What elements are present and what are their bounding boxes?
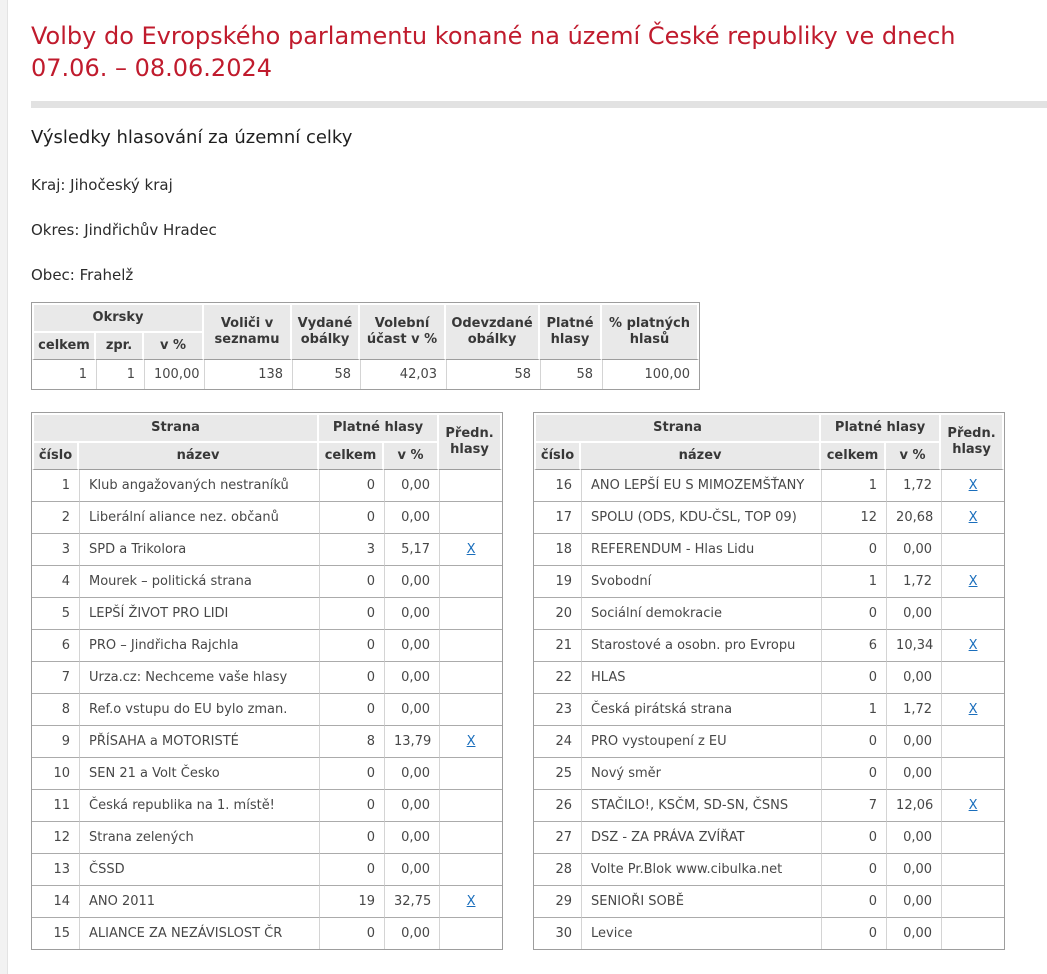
okrsky-zpr-value: 1 <box>96 360 144 389</box>
pref-votes-cell <box>439 534 502 566</box>
party-number: 4 <box>32 566 79 598</box>
party-row <box>32 534 502 566</box>
party-votes-total: 12 <box>821 502 886 534</box>
okrsky-v-pct-value: 100,00 <box>144 360 204 389</box>
section-subtitle: Výsledky hlasování za územní celky <box>31 127 353 148</box>
party-votes-pct: 0,00 <box>886 854 941 886</box>
party-votes-pct: 1,72 <box>886 694 941 726</box>
party-votes-total: 19 <box>319 886 384 918</box>
party-name: SPOLU (ODS, KDU-ČSL, TOP 09) <box>581 502 821 534</box>
pref-votes-link[interactable]: X <box>968 702 978 717</box>
page-title-line2: 07.06. – 08.06.2024 <box>31 54 273 82</box>
party-votes-total: 0 <box>821 822 886 854</box>
party-votes-pct: 0,00 <box>384 758 439 790</box>
pref-votes-cell <box>439 790 502 822</box>
pref-votes-link[interactable]: X <box>466 894 476 909</box>
party-votes-total: 0 <box>319 630 384 662</box>
pref-votes-cell <box>941 918 1004 949</box>
party-row <box>32 502 502 534</box>
page-title <box>31 0 1011 84</box>
header-celkem: celkem <box>319 443 384 470</box>
party-name: ALIANCE ZA NEZÁVISLOST ČR <box>79 918 319 949</box>
party-row <box>534 918 1004 949</box>
horizontal-divider <box>31 101 1047 108</box>
party-name: Svobodní <box>581 566 821 598</box>
pref-votes-cell <box>439 918 502 949</box>
party-votes-pct: 0,00 <box>384 470 439 502</box>
header-odevzdane-obalky: Odevzdané obálky <box>446 303 540 360</box>
party-name: Starostové a osobn. pro Evropu <box>581 630 821 662</box>
party-votes-total: 0 <box>319 822 384 854</box>
party-name: Volte Pr.Blok www.cibulka.net <box>581 854 821 886</box>
header-okrsky-zpr: zpr. <box>96 333 144 360</box>
vydane-obalky-value: 58 <box>292 360 360 389</box>
party-votes-pct: 0,00 <box>384 630 439 662</box>
odevzdane-obalky-value: 58 <box>446 360 540 389</box>
party-votes-total: 0 <box>821 662 886 694</box>
pref-votes-cell <box>439 758 502 790</box>
pref-votes-cell <box>439 630 502 662</box>
party-name: Strana zelených <box>79 822 319 854</box>
pref-votes-link[interactable]: X <box>466 734 476 749</box>
volici-v-seznamu-value: 138 <box>204 360 292 389</box>
pref-votes-cell <box>941 694 1004 726</box>
summary-data-row <box>32 360 699 389</box>
party-name: ČSSD <box>79 854 319 886</box>
party-row <box>534 566 1004 598</box>
header-strana: Strana <box>32 413 319 443</box>
party-name: Klub angažovaných nestraníků <box>79 470 319 502</box>
party-votes-pct: 0,00 <box>886 758 941 790</box>
pref-votes-link[interactable]: X <box>968 798 978 813</box>
party-votes-pct: 0,00 <box>384 918 439 949</box>
party-votes-pct: 10,34 <box>886 630 941 662</box>
party-votes-pct: 1,72 <box>886 566 941 598</box>
party-number: 24 <box>534 726 581 758</box>
party-row <box>534 822 1004 854</box>
pref-votes-cell <box>941 566 1004 598</box>
party-votes-pct: 0,00 <box>886 662 941 694</box>
party-votes-pct: 1,72 <box>886 470 941 502</box>
party-number: 15 <box>53 926 70 941</box>
party-row <box>32 886 502 918</box>
party-row <box>534 502 1004 534</box>
header-v-pct: v % <box>886 443 941 470</box>
party-votes-pct: 12,06 <box>886 790 941 822</box>
region-okres: Okres: Jindřichův Hradec <box>31 221 217 239</box>
pref-votes-cell <box>941 790 1004 822</box>
party-number: 16 <box>534 470 581 502</box>
party-number: 11 <box>32 790 79 822</box>
pref-votes-link[interactable]: X <box>968 574 978 589</box>
pct-platnych-hlasu-value: 100,00 <box>602 360 699 389</box>
party-name: LEPŠÍ ŽIVOT PRO LIDI <box>79 598 319 630</box>
pref-votes-cell <box>439 694 502 726</box>
party-votes-total: 8 <box>319 726 384 758</box>
party-number: 27 <box>534 822 581 854</box>
header-pct-platnych-hlasu: % platných hlasů <box>602 303 699 360</box>
party-number: 9 <box>32 726 79 758</box>
party-row <box>32 630 502 662</box>
party-row <box>32 726 502 758</box>
party-votes-pct: 20,68 <box>886 502 941 534</box>
party-name: SENIOŘI SOBĚ <box>581 886 821 918</box>
pref-votes-link[interactable]: X <box>466 542 476 557</box>
party-number: 21 <box>534 630 581 662</box>
party-number: 5 <box>32 598 79 630</box>
party-name: SPD a Trikolora <box>79 534 319 566</box>
party-number: 23 <box>534 694 581 726</box>
party-votes-pct: 0,00 <box>384 598 439 630</box>
party-votes-total: 0 <box>821 758 886 790</box>
party-votes-total: 0 <box>319 470 384 502</box>
pref-votes-link[interactable]: X <box>968 638 978 653</box>
party-name: Levice <box>581 918 821 949</box>
okrsky-celkem-value: 1 <box>78 367 87 382</box>
party-votes-total: 0 <box>319 566 384 598</box>
pref-votes-cell <box>941 470 1004 502</box>
page-title-line1: Volby do Evropského parlamentu konané na území České republiky ve dnech <box>31 22 956 50</box>
party-number: 20 <box>534 598 581 630</box>
party-name: Liberální aliance nez. občanů <box>79 502 319 534</box>
pref-votes-cell <box>941 534 1004 566</box>
party-votes-total: 0 <box>319 854 384 886</box>
party-number: 14 <box>32 886 79 918</box>
party-row <box>534 790 1004 822</box>
party-votes-pct: 0,00 <box>384 566 439 598</box>
party-votes-total: 0 <box>821 886 886 918</box>
pref-votes-cell <box>941 758 1004 790</box>
party-name: Česká pirátská strana <box>581 694 821 726</box>
party-votes-total: 0 <box>821 726 886 758</box>
party-votes-pct: 0,00 <box>384 822 439 854</box>
party-number: 18 <box>534 534 581 566</box>
party-row <box>534 630 1004 662</box>
party-number: 6 <box>32 630 79 662</box>
party-votes-total: 0 <box>821 854 886 886</box>
party-name: PRO – Jindřicha Rajchla <box>79 630 319 662</box>
party-row <box>32 822 502 854</box>
party-votes-total: 0 <box>319 662 384 694</box>
pref-votes-cell <box>941 630 1004 662</box>
header-volebni-ucast: Volební účast v % <box>360 303 446 360</box>
party-votes-total: 1 <box>821 694 886 726</box>
party-row <box>534 662 1004 694</box>
party-row <box>534 598 1004 630</box>
party-votes-total: 0 <box>319 790 384 822</box>
party-number: 30 <box>555 926 573 941</box>
party-number: 7 <box>32 662 79 694</box>
header-okrsky-v-pct: v % <box>144 333 204 360</box>
header-platne-hlasy: Platné hlasy <box>821 413 941 443</box>
party-name: SEN 21 a Volt Česko <box>79 758 319 790</box>
party-votes-pct: 0,00 <box>886 822 941 854</box>
party-row <box>32 598 502 630</box>
pref-votes-cell <box>941 854 1004 886</box>
header-platne-hlasy: Platné hlasy <box>540 303 602 360</box>
party-row <box>32 662 502 694</box>
page-left-margin-strip <box>0 0 8 974</box>
pref-votes-cell <box>941 822 1004 854</box>
party-votes-pct: 5,17 <box>384 534 439 566</box>
party-number: 17 <box>534 502 581 534</box>
party-row <box>32 694 502 726</box>
party-number: 28 <box>534 854 581 886</box>
header-okrsky: Okrsky <box>32 303 204 333</box>
party-row <box>534 758 1004 790</box>
party-name: Sociální demokracie <box>581 598 821 630</box>
party-votes-total: 1 <box>821 566 886 598</box>
turnout-summary-table <box>31 302 700 390</box>
party-name: STAČILO!, KSČM, SD-SN, ČSNS <box>581 790 821 822</box>
party-number: 8 <box>32 694 79 726</box>
party-number: 12 <box>32 822 79 854</box>
header-okrsky-celkem: celkem <box>32 333 96 360</box>
pref-votes-cell <box>439 662 502 694</box>
pref-votes-cell <box>439 502 502 534</box>
party-table-right <box>533 412 1005 950</box>
party-name: REFERENDUM - Hlas Lidu <box>581 534 821 566</box>
party-name: Česká republika na 1. místě! <box>79 790 319 822</box>
party-number: 3 <box>32 534 79 566</box>
pref-votes-cell <box>439 822 502 854</box>
header-nazev: název <box>581 443 821 470</box>
party-name: Nový směr <box>581 758 821 790</box>
party-votes-pct: 0,00 <box>384 502 439 534</box>
party-name: ANO LEPŠÍ EU S MIMOZEMŠŤANY <box>581 470 821 502</box>
party-number: 22 <box>534 662 581 694</box>
party-number: 25 <box>534 758 581 790</box>
pref-votes-cell <box>941 502 1004 534</box>
party-votes-pct: 0,00 <box>886 598 941 630</box>
party-votes-pct: 0,00 <box>886 534 941 566</box>
party-votes-pct: 0,00 <box>384 854 439 886</box>
pref-votes-cell <box>941 886 1004 918</box>
party-votes-total: 0 <box>821 534 886 566</box>
party-number: 2 <box>32 502 79 534</box>
party-row <box>32 758 502 790</box>
header-predn-hlasy: Předn. hlasy <box>439 413 502 470</box>
platne-hlasy-value: 58 <box>540 360 602 389</box>
party-results-tables <box>31 412 1047 950</box>
header-cislo: číslo <box>32 443 79 470</box>
header-vydane-obalky: Vydané obálky <box>292 303 360 360</box>
pref-votes-cell <box>439 566 502 598</box>
party-row <box>534 854 1004 886</box>
region-kraj: Kraj: Jihočeský kraj <box>31 176 173 194</box>
party-votes-total: 1 <box>821 470 886 502</box>
party-votes-total: 0 <box>319 502 384 534</box>
party-name: ANO 2011 <box>79 886 319 918</box>
header-cislo: číslo <box>534 443 581 470</box>
party-name: Mourek – politická strana <box>79 566 319 598</box>
pref-votes-cell <box>439 726 502 758</box>
header-platne-hlasy: Platné hlasy <box>319 413 439 443</box>
party-name: PŘÍSAHA a MOTORISTÉ <box>79 726 319 758</box>
pref-votes-cell <box>439 598 502 630</box>
volebni-ucast-value: 42,03 <box>360 360 446 389</box>
party-votes-total: 0 <box>319 918 384 949</box>
party-number: 10 <box>32 758 79 790</box>
pref-votes-link[interactable]: X <box>968 478 978 493</box>
party-votes-pct: 13,79 <box>384 726 439 758</box>
party-row <box>534 534 1004 566</box>
party-row <box>534 886 1004 918</box>
party-number: 13 <box>32 854 79 886</box>
party-votes-total: 0 <box>319 598 384 630</box>
header-nazev: název <box>79 443 319 470</box>
party-votes-total: 6 <box>821 630 886 662</box>
header-predn-hlasy: Předn. hlasy <box>941 413 1004 470</box>
party-votes-total: 0 <box>319 758 384 790</box>
party-row <box>32 918 502 949</box>
party-votes-total: 0 <box>821 918 886 949</box>
party-votes-total: 0 <box>319 694 384 726</box>
header-v-pct: v % <box>384 443 439 470</box>
pref-votes-cell <box>439 470 502 502</box>
pref-votes-cell <box>941 662 1004 694</box>
party-votes-pct: 0,00 <box>384 694 439 726</box>
party-name: Ref.o vstupu do EU bylo zman. <box>79 694 319 726</box>
pref-votes-link[interactable]: X <box>968 510 978 525</box>
party-number: 26 <box>534 790 581 822</box>
page-content <box>31 0 1047 950</box>
party-name: DSZ - ZA PRÁVA ZVÍŘAT <box>581 822 821 854</box>
party-name: HLAS <box>581 662 821 694</box>
region-obec: Obec: Frahelž <box>31 266 134 284</box>
header-strana: Strana <box>534 413 821 443</box>
party-votes-pct: 0,00 <box>384 662 439 694</box>
party-row <box>534 726 1004 758</box>
party-row <box>534 470 1004 502</box>
party-name: Urza.cz: Nechceme vaše hlasy <box>79 662 319 694</box>
party-votes-total: 7 <box>821 790 886 822</box>
party-votes-pct: 32,75 <box>384 886 439 918</box>
pref-votes-cell <box>941 726 1004 758</box>
party-number: 29 <box>534 886 581 918</box>
party-votes-pct: 0,00 <box>886 918 941 949</box>
party-table-left <box>31 412 503 950</box>
party-votes-pct: 0,00 <box>886 886 941 918</box>
header-volici-v-seznamu: Voliči v seznamu <box>204 303 292 360</box>
party-votes-total: 3 <box>319 534 384 566</box>
header-celkem: celkem <box>821 443 886 470</box>
pref-votes-cell <box>439 854 502 886</box>
party-row <box>32 470 502 502</box>
party-votes-total: 0 <box>821 598 886 630</box>
pref-votes-cell <box>439 886 502 918</box>
party-row <box>32 854 502 886</box>
party-number: 1 <box>32 470 79 502</box>
party-votes-pct: 0,00 <box>886 726 941 758</box>
party-name: PRO vystoupení z EU <box>581 726 821 758</box>
party-number: 19 <box>534 566 581 598</box>
pref-votes-cell <box>941 598 1004 630</box>
party-votes-pct: 0,00 <box>384 790 439 822</box>
party-row <box>534 694 1004 726</box>
party-row <box>32 566 502 598</box>
party-row <box>32 790 502 822</box>
